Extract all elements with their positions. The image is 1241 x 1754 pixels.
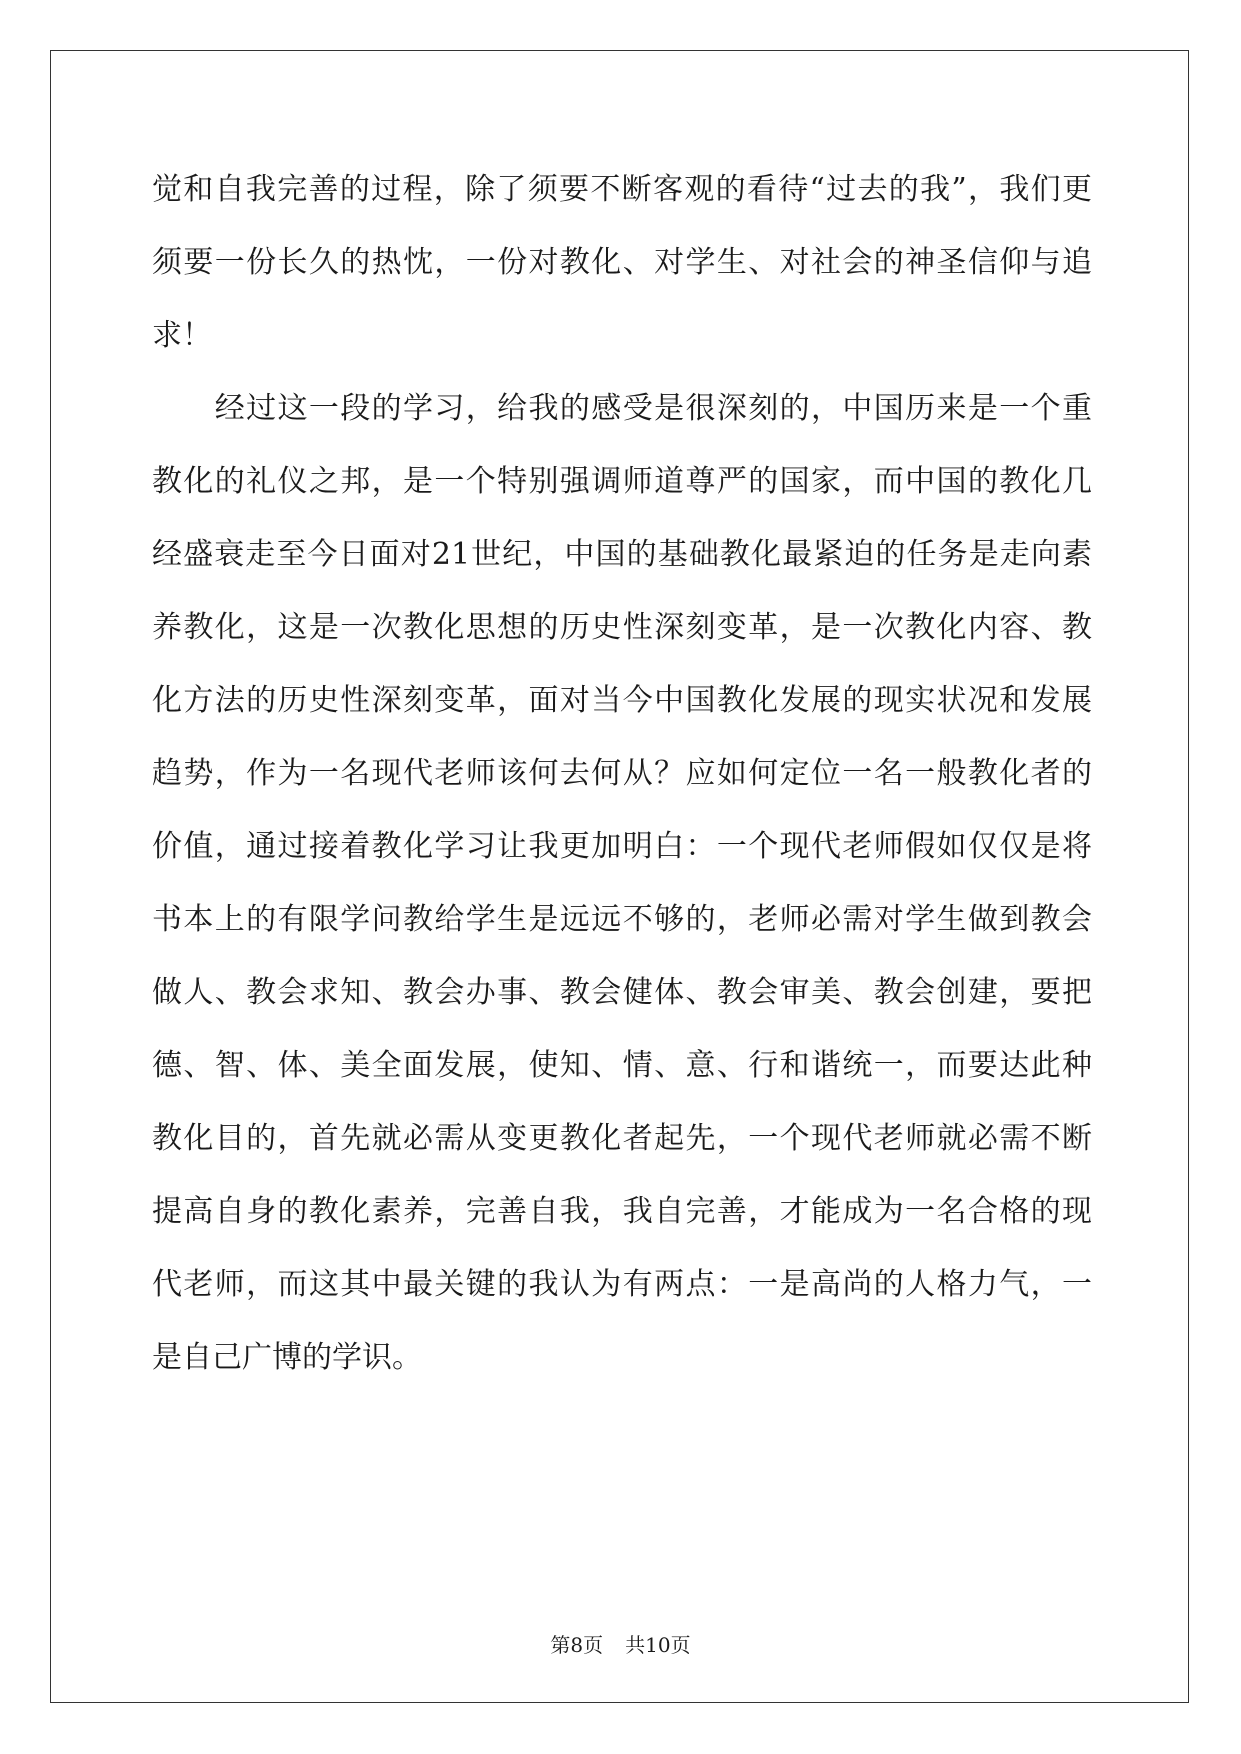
- text-line: 价值，通过接着教化学习让我更加明白：一个现代老师假如仅仅是将: [152, 829, 1092, 864]
- text-line: 是自己广博的学识。: [152, 1340, 422, 1375]
- text-line: 须要一份长久的热忱，一份对教化、对学生、对社会的神圣信仰与追: [152, 245, 1092, 280]
- text-line: 趋势，作为一名现代老师该何去何从？应如何定位一名一般教化者的: [152, 756, 1092, 791]
- text-line: 教化的礼仪之邦，是一个特别强调师道尊严的国家，而中国的教化几: [152, 464, 1092, 499]
- text-line: 书本上的有限学问教给学生是远远不够的，老师必需对学生做到教会: [152, 902, 1092, 937]
- page-footer: [0, 1630, 1241, 1660]
- text-line: 代老师，而这其中最关键的我认为有两点：一是高尚的人格力气，一: [152, 1267, 1092, 1302]
- text-line: 经盛衰走至今日面对21世纪，中国的基础教化最紧迫的任务是走向素: [152, 537, 1092, 572]
- text-line: 教化目的，首先就必需从变更教化者起先，一个现代老师就必需不断: [152, 1121, 1092, 1156]
- text-line: 化方法的历史性深刻变革，面对当今中国教化发展的现实状况和发展: [152, 683, 1092, 718]
- text-line: 德、智、体、美全面发展，使知、情、意、行和谐统一，而要达此种: [152, 1048, 1092, 1083]
- text-line: 做人、教会求知、教会办事、教会健体、教会审美、教会创建，要把: [152, 975, 1092, 1010]
- text-line: 求！: [152, 318, 212, 353]
- text-line: 觉和自我完善的过程，除了须要不断客观的看待“过去的我”，我们更: [152, 172, 1092, 207]
- page-total: 共10页: [625, 1633, 691, 1657]
- text-line: 经过这一段的学习，给我的感受是很深刻的，中国历来是一个重: [152, 391, 1092, 426]
- text-line: 养教化，这是一次教化思想的历史性深刻变革，是一次教化内容、教: [152, 610, 1092, 645]
- text-line: 提高自身的教化素养，完善自我，我自完善，才能成为一名合格的现: [152, 1194, 1092, 1229]
- page-number: 第8页: [550, 1633, 604, 1657]
